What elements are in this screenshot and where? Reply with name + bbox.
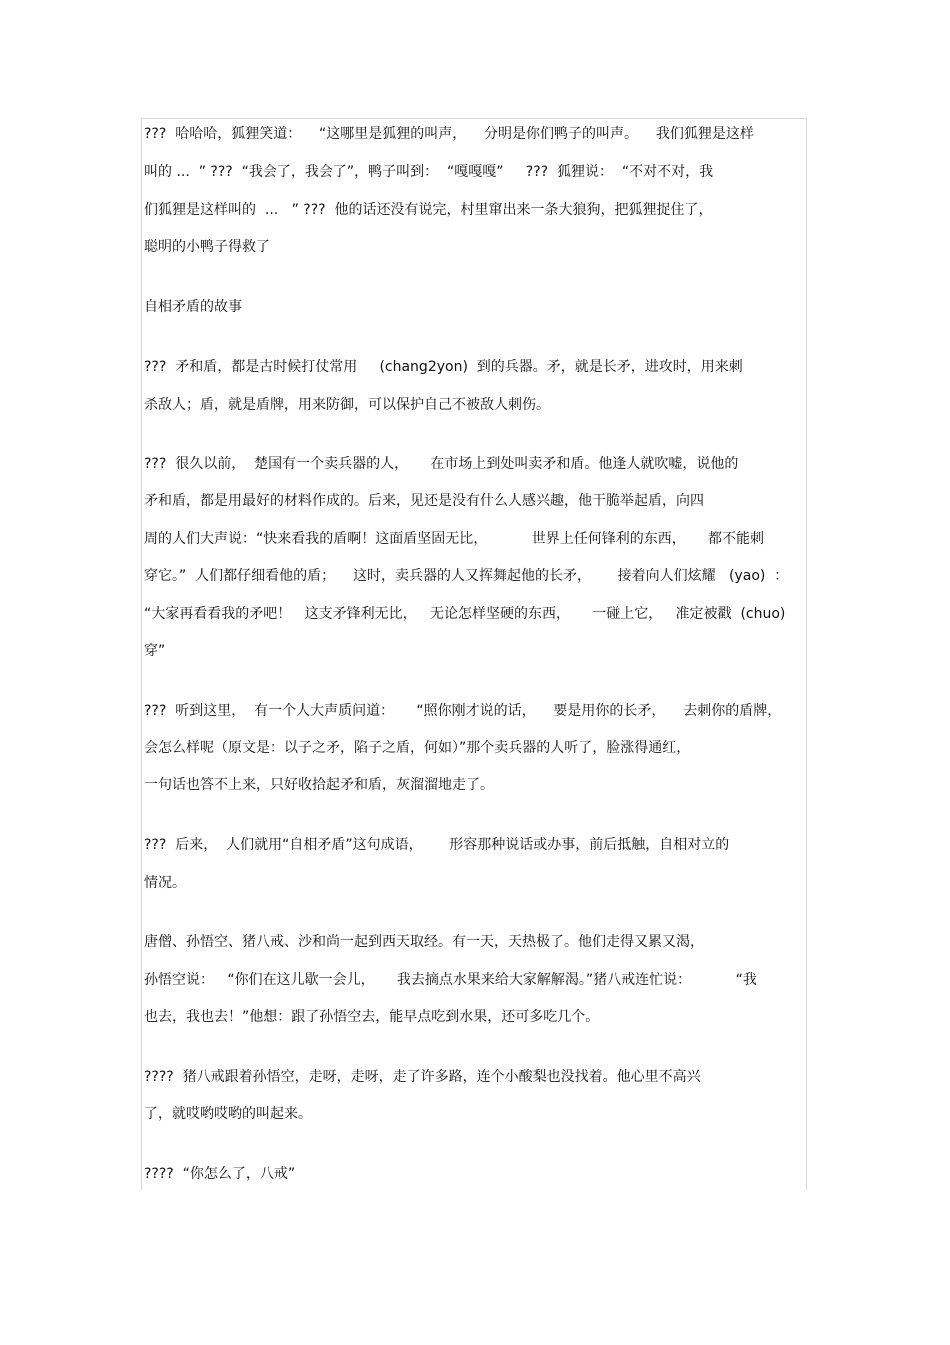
text-line: 聪明的小鸭子得救了 xyxy=(144,239,270,255)
text-line: 情况。 xyxy=(144,875,186,891)
text-line: ??? 矛和盾，都是古时候打仗常用 (chang2yon) 到的兵器。矛，就是长矛，进攻时，用来刺 xyxy=(144,359,743,375)
text-line: 周的人们大声说：“快来看我的盾啊！这面盾坚固无比， 世界上任何锋利的东西， 都不能刺 xyxy=(144,531,765,547)
text-line: 也去，我也去！”他想：跟了孙悟空去，能早点吃到水果，还可多吃几个。 xyxy=(144,1009,600,1025)
text-line: 会怎么样呢（原文是：以子之矛，陷子之盾，何如）”那个卖兵器的人听了，脸涨得通红， xyxy=(144,740,691,756)
text-line: 唐僧、孙悟空、猪八戒、沙和尚一起到西天取经。有一天，天热极了。他们走得又累又渴， xyxy=(144,934,704,950)
text-line: 孙悟空说： “你们在这儿歇一会儿， 我去摘点水果来给大家解解渴。”猪八戒连忙说： “我 xyxy=(144,972,757,988)
text-line: ??? 很久以前， 楚国有一个卖兵器的人， 在市场上到处叫卖矛和盾。他逢人就吹嘘，说他的 xyxy=(144,456,739,472)
text-line: 杀敌人；盾，就是盾牌，用来防御，可以保护自己不被敌人刺伤。 xyxy=(144,397,550,413)
text-line: 穿” xyxy=(144,643,166,659)
section-heading: 自相矛盾的故事 xyxy=(144,299,242,315)
text-line: 了，就哎哟哎哟的叫起来。 xyxy=(144,1106,312,1122)
text-line: ??? 听到这里， 有一个人大声质问道： “照你刚才说的话， 要是用你的长矛， 去刺你的盾牌， xyxy=(144,703,782,719)
text-line: ???? 猪八戒跟着孙悟空，走呀，走呀，走了许多路，连个小酸梨也没找着。他心里不高兴 xyxy=(144,1069,701,1085)
text-line: 们狐狸是这样叫的 ... ” ??? 他的话还没有说完，村里窜出来一条大狼狗，把狐狸捉住了， xyxy=(144,202,713,218)
text-line: 一句话也答不上来，只好收拾起矛和盾，灰溜溜地走了。 xyxy=(144,777,494,793)
text-line: ??? 后来， 人们就用“自相矛盾”这句成语， 形容那种说话或办事，前后抵触，自相对立的 xyxy=(144,837,730,853)
text-line: ??? 哈哈哈，狐狸笑道： “这哪里是狐狸的叫声， 分明是你们鸭子的叫声。 我们狐狸是这样 xyxy=(144,126,754,142)
text-line: 叫的 ... ” ??? “我会了，我会了”，鸭子叫到： “嘎嘎嘎” ??? 狐狸说： “不对不对，我 xyxy=(144,164,714,180)
text-line: ???? “你怎么了，八戒” xyxy=(144,1166,296,1182)
page-frame xyxy=(141,118,807,1190)
text-line: “大家再看看我的矛吧！ 这支矛锋利无比， 无论怎样坚硬的东西， 一碰上它， 准定被戳 (chuo) xyxy=(144,606,786,622)
text-line: 穿它。” 人们都仔细看他的盾； 这时，卖兵器的人又挥舞起他的长矛， 接着向人们炫耀 (yao) ： xyxy=(144,568,789,584)
text-line: 矛和盾，都是用最好的材料作成的。后来，见还是没有什么人感兴趣，他干脆举起盾，向四 xyxy=(144,493,704,509)
